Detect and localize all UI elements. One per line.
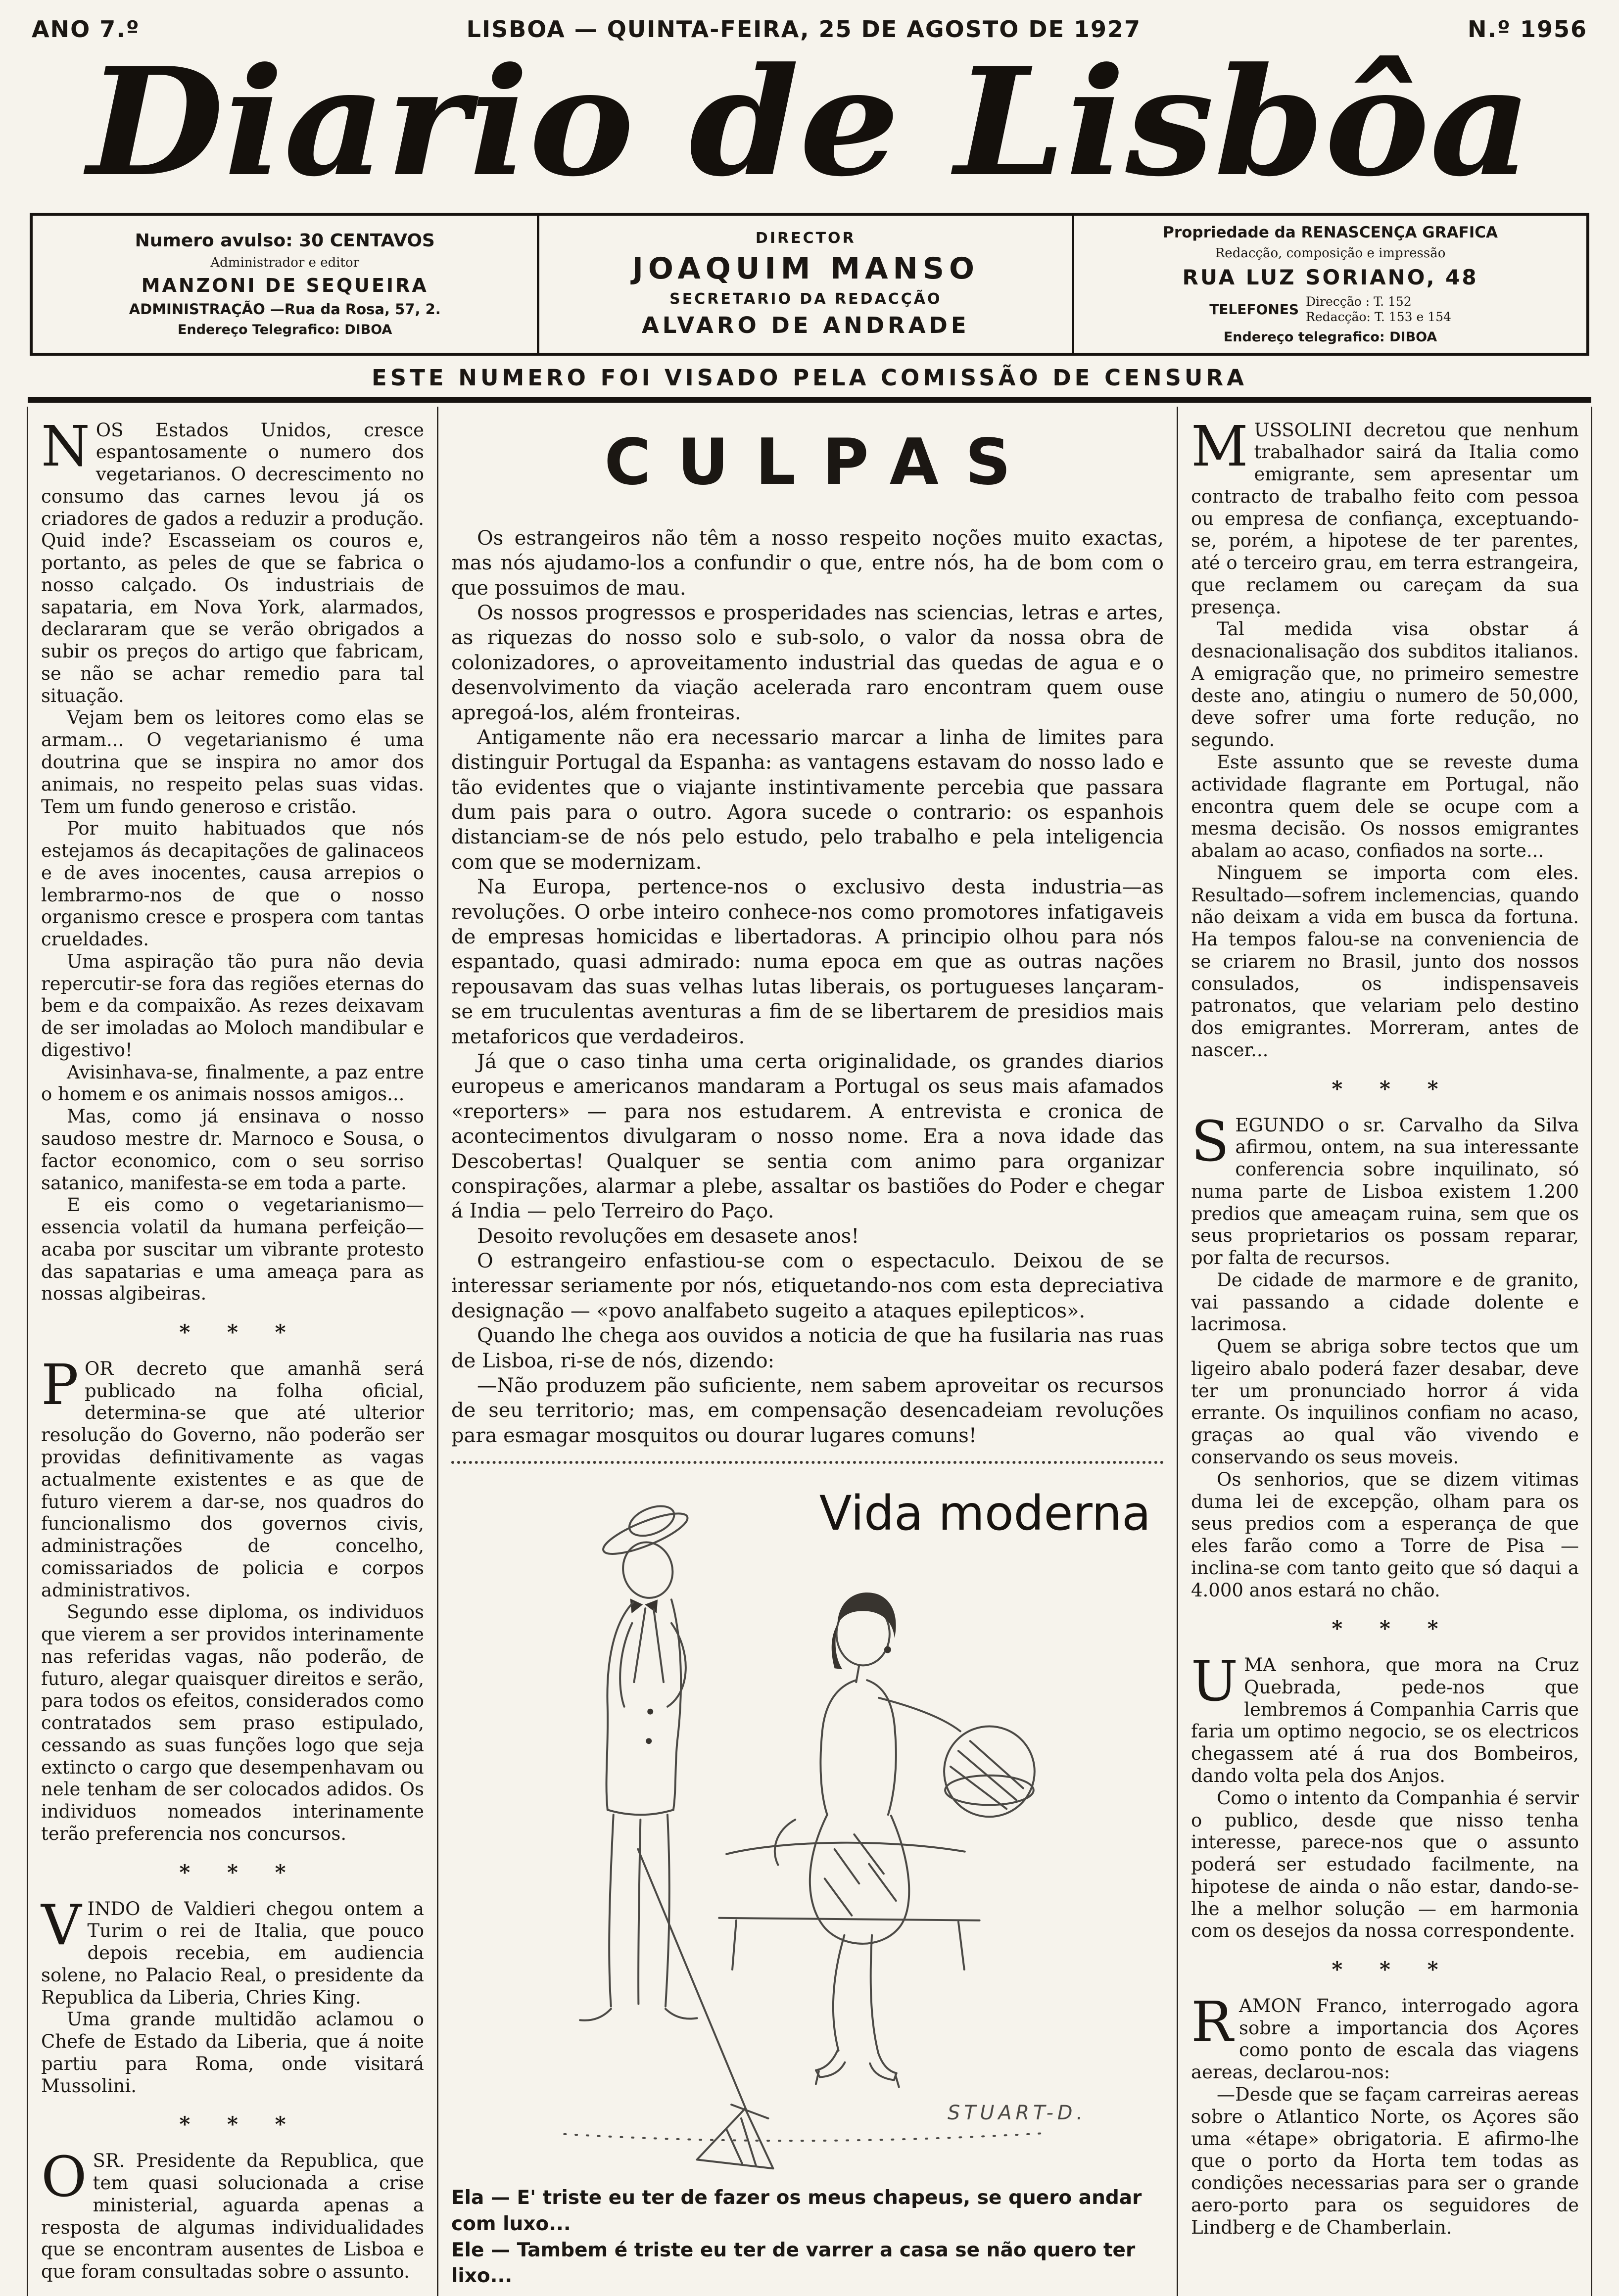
article-paragraph: —Desde que se façam carreiras aereas sobre o Atlantico Norte, os Açores são uma «étape» obrigatoria. E afirmo-lhe que o porto da Horta tem todas as condições necessarias para ser o grande aero-porto para os seguidores de Lindberg e de Chamberlain. bbox=[1191, 2084, 1579, 2238]
article-paragraph: Desoito revoluções em desasete anos! bbox=[477, 1224, 859, 1248]
phones-label: TELEFONES bbox=[1209, 301, 1299, 318]
phone-redacao: Redacção: T. 153 e 154 bbox=[1306, 310, 1451, 325]
property-press: Redacção, composição e impressão bbox=[1215, 246, 1446, 261]
header-rule bbox=[28, 397, 1591, 403]
section-separator: * * * bbox=[179, 1320, 301, 1345]
article-paragraph: Na Europa, pertence-nos o exclusivo desta industria—as revoluções. O orbe inteiro conhece-nos como promotores infatigaveis de empresas homicidas e libertadoras. A principio olhou para nós espantado, quasi admirado: numa epoca em que as outras nações repousavam das suas velhas lutas liberais, os portugueses lançaram-se em truculentas aventuras a fim de se libertarem de presidios mais metaforicos que verdadeiros. bbox=[451, 876, 1164, 1048]
article-paragraph: MUSSOLINI decretou que nenhum trabalhador sairá da Italia como emigrante, sem apresentar um contracto de trabalho feito com pessoa ou empresa de confiança, exceptuando-se, porém, a hipotese de ter parentes, até o terceiro grau, em terra estrangeira, que reclamem ou careçam da sua presença. bbox=[1191, 413, 1579, 618]
article-paragraph: VINDO de Valdieri chegou ontem a Turim o rei de Italia, que pouco depois recebia, em audiencia solene, no Palacio Real, o presidente da Republica da Liberia, Chries King. bbox=[41, 1892, 424, 2008]
right-column bbox=[1178, 407, 1592, 2296]
caption-line-ele: Ele — Tambem é triste eu ter de varrer a casa se não quero ter lixo... bbox=[451, 2239, 1136, 2288]
admin-role: Administrador e editor bbox=[210, 255, 360, 271]
article-paragraph: Os senhorios, que se dizem vitimas duma lei de excepção, olham para os seus predios com a esperança de que eles farão como a Torre de Pisa — inclina-se com tanto geito que só daqui a 4.000 anos estará no chão. bbox=[1191, 1468, 1579, 1601]
section-separator: * * * bbox=[179, 1860, 301, 1884]
article-paragraph: De cidade de marmore e de granito, vai passando a cidade dolente e lacrimosa. bbox=[1191, 1269, 1579, 1335]
illustration-title: Vida moderna bbox=[819, 1486, 1151, 1542]
article-paragraph: Quem se abriga sobre tectos que um ligeiro abalo poderá fazer desabar, deve ter um pronunciado horror á vida errante. Os inquilinos confiam no acaso, graças ao qual vão vivendo e conservando os seus moveis. bbox=[1191, 1336, 1579, 1468]
infobox bbox=[30, 213, 1589, 356]
article-paragraph: POR decreto que amanhã será publicado na folha oficial, determina-se que até ulterior resolução do Governo, não poderão ser providas definitivamente as vagas actualmente existentes e as que de futuro vierem a dar-se, nos quadros do funcionalismo dos governos civis, administrações de concelho, comissariados de policia e corpos administrativos. bbox=[41, 1352, 424, 1601]
article-vegetarianos bbox=[41, 413, 424, 1306]
article-paragraph: Avisinhava-se, finalmente, a paz entre o homem e os animais nossos amigos... bbox=[41, 1061, 424, 1105]
article-rei-italia bbox=[41, 1892, 424, 2098]
infobox-admin bbox=[33, 216, 537, 353]
article-paragraph: Como o intento da Companhia é servir o publico, desde que nisso tenha interesse, parece-nos que o assunto poderá ser estudado facilmente, na hipotese de ainda o não estar, dando-se-lhe a melhor solução — em harmonia com os desejos da nossa correspondente. bbox=[1191, 1787, 1579, 1942]
article-paragraph: NOS Estados Unidos, cresce espantosamente o numero dos vegetarianos. O decrescimento no consumo das carnes levou já os criadores de gados a reduzir a produção. Quid inde? Escasseiam os couros e, portanto, as peles de que se fabrica o nosso calçado. Os industriais de sapataria, em Nova York, alarmados, declararam que se verão obrigados a subir os preços do artigo que fabricam, se não se achar remedio para tal situação. bbox=[41, 413, 424, 706]
price-line: Numero avulso: 30 CENTAVOS bbox=[135, 231, 435, 251]
article-paragraph: Ninguem se importa com eles. Resultado—sofrem inclemencias, quando não deixam a vida em busca da fortuna. Ha tempos falou-se na conveniencia de se criarem no Brasil, junto dos nossos consulados, os indispensaveis patronatos, que velariam pelo destino dos emigrantes. Morreram, antes de nascer... bbox=[1191, 862, 1579, 1061]
property-street: RUA LUZ SORIANO, 48 bbox=[1182, 265, 1478, 289]
phone-numbers bbox=[1306, 294, 1451, 325]
article-paragraph: Mas, como já ensinava o nosso saudoso mestre dr. Marnoco e Sousa, o factor economico, com o seu sorriso satanico, manifesta-se em toda a parte. bbox=[41, 1106, 424, 1194]
front-page-content bbox=[27, 407, 1592, 2296]
article-paragraph: Antigamente não era necessario marcar a linha de limites para distinguir Portugal da Espanha: as vantagens estavam do nosso lado e tão evidentes que o viajante instintivamente percebia que passara dum pais para o outro. Agora sucede o contrario: os espanhois distanciam-se de nós pelo estudo, pelo trabalho e pela inteligencia com que se modernizam. bbox=[451, 726, 1164, 874]
article-paragraph: Os estrangeiros não têm a nosso respeito noções muito exactas, mas nós ajudamo-los a confundir o que, entre nós, ha de bom com o que possuimos de mau. bbox=[451, 526, 1164, 600]
masthead-logo bbox=[62, 45, 1557, 208]
article-paragraph: Segundo esse diploma, os individuos que vierem a ser providos interinamente nas referidas vagas, não poderão, de futuro, alegar quaisquer direitos e serão, para todos os efeitos, considerados como contratados sem praso estipulado, cessando as suas funções logo que seja extincto o cargo que desempenhavam ou nele tenham de ser colocados adidos. Os individuos nomeados interinamente terão preferencia nos concursos. bbox=[41, 1601, 424, 1845]
article-carris bbox=[1191, 1648, 1579, 1942]
illustration-vida-moderna bbox=[451, 1461, 1164, 2290]
secretary-name: ALVARO DE ANDRADE bbox=[641, 312, 970, 339]
section-separator: * * * bbox=[179, 2112, 301, 2137]
article-predios-ruina bbox=[1191, 1108, 1579, 1602]
admin-name: MANZONI DE SEQUEIRA bbox=[141, 275, 429, 297]
center-column bbox=[437, 407, 1178, 2296]
article-paragraph: Já que o caso tinha uma certa originalidade, os grandes diarios europeus e americanos mandaram a Portugal os seus mais afamados «reporters» — para nos estudarem. A entrevista e cronica de acontecimentos divulgaram o nosso nome. Era a nova idade das Descobertas! Qualquer se sentia com animo para organizar conspirações, alarmar a plebe, assaltar os bastiões do Poder e chegar á India — pelo Terreiro do Paço. bbox=[451, 1050, 1164, 1223]
article-paragraph: O estrangeiro enfastiou-se com o espectaculo. Deixou de se interessar seriamente por nós, etiquetando-nos com esta depreciativa designação — «povo analfabeto sugeito a ataques epilepticos». bbox=[451, 1250, 1164, 1322]
article-paragraph: SEGUNDO o sr. Carvalho da Silva afirmou, ontem, na sua interessante conferencia sobre inquilinato, só numa parte de Lisboa existem 1.200 predios que ameaçam ruina, sem que os seus proprietarios os possam reparar, por falta de recursos. bbox=[1191, 1108, 1579, 1269]
article-paragraph: E eis como o vegetarianismo—essencia volatil da humana perfeição—acaba por suscitar um vibrante protesto das sapatarias e uma ameaça para as nossas algibeiras. bbox=[41, 1194, 424, 1305]
phone-direcao: Direcção : T. 152 bbox=[1306, 294, 1412, 309]
director-label: DIRECTOR bbox=[755, 230, 856, 247]
article-paragraph: Uma aspiração tão pura não devia repercutir-se fora das regiões eternas do bem e da compaixão. As rezes deixavam de ser imoladas ao Moloch mandibular e digestivo! bbox=[41, 950, 424, 1061]
article-mussolini-emigracao bbox=[1191, 413, 1579, 1062]
article-paragraph: UMA senhora, que mora na Cruz Quebrada, pede-nos que lembremos á Companhia Carris que faria um optimo negocio, se os electricos chegassem até á rua dos Bombeiros, dando volta pela dos Anjos. bbox=[1191, 1648, 1579, 1786]
edition-number: N.º 1956 bbox=[1468, 16, 1587, 43]
phones-block bbox=[1085, 294, 1575, 325]
left-column bbox=[28, 407, 437, 2296]
article-paragraph: Este assunto que se reveste duma actividade flagrante em Portugal, não encontra quem dele se ocupe com a mesma decisão. Os nossos emigrantes abalam ao acaso, confiados na sorte... bbox=[1191, 751, 1579, 862]
article-culpas bbox=[451, 422, 1164, 1449]
property-telegraph: Endereço telegrafico: DIBOA bbox=[1223, 329, 1437, 345]
cartoon-sketch bbox=[451, 1476, 1164, 2183]
censorship-notice: ESTE NUMERO FOI VISADO PELA COMISSÃO DE CENSURA bbox=[372, 364, 1247, 391]
article-presidente bbox=[41, 2144, 424, 2283]
article-paragraph: Uma grande multidão aclamou o Chefe de Estado da Liberia, que á noite partiu para Roma, onde visitará Mussolini. bbox=[41, 2009, 424, 2097]
article-ramon-franco bbox=[1191, 1989, 1579, 2239]
article-decreto bbox=[41, 1352, 424, 1845]
article-paragraph: RAMON Franco, interrogado agora sobre a importancia dos Açores como ponto de escala das viagens aereas, declarou-nos: bbox=[1191, 1989, 1579, 2083]
section-separator: * * * bbox=[1332, 1076, 1453, 1101]
edition-year: ANO 7.º bbox=[32, 16, 140, 43]
article-paragraph: Tal medida visa obstar á desnacionalisação dos subditos italianos. A emigração que, no primeiro semestre deste ano, atingiu o numero de 50,000, deve sofrer uma forte redução, no segundo. bbox=[1191, 618, 1579, 751]
property-owner: Propriedade da RENASCENÇA GRAFICA bbox=[1163, 224, 1498, 241]
edition-bar bbox=[27, 13, 1592, 43]
headline-culpas: CULPAS bbox=[604, 425, 1038, 499]
infobox-property bbox=[1072, 216, 1586, 353]
masthead bbox=[27, 45, 1592, 210]
secretary-label: SECRETARIO DA REDACÇÃO bbox=[669, 290, 942, 308]
article-paragraph: —Não produzem pão suficiente, nem sabem aproveitar os recursos de seu territorio; mas, em compensação desencadeiam revoluções para esmagar mosquitos ou dourar lugares comuns! bbox=[451, 1374, 1164, 1447]
edition-dateline: LISBOA — QUINTA-FEIRA, 25 DE AGOSTO DE 1927 bbox=[466, 16, 1142, 43]
article-paragraph: Vejam bem os leitores como elas se armam... O vegetarianismo é uma doutrina que se inspira no amor dos animais, no respeito pelas suas vidas. Tem um fundo generoso e cristão. bbox=[41, 707, 424, 817]
infobox-direction bbox=[537, 216, 1072, 353]
article-paragraph: Por muito habituados que nós estejamos ás decapitações de galinaceos e de aves inocentes, causa arrepios o lembrarmo-nos de que o nosso organismo cresce e prospera com tantas crueldades. bbox=[41, 818, 424, 950]
artist-signature: STUART-D. bbox=[948, 2102, 1087, 2125]
section-separator: * * * bbox=[1332, 1957, 1453, 1982]
article-paragraph: OSR. Presidente da Republica, que tem quasi solucionada a crise ministerial, aguarda apenas a resposta de algumas individualidades que se encontram ausentes de Lisboa e que foram consultadas sobre o assunto. bbox=[41, 2144, 424, 2283]
section-separator: * * * bbox=[1332, 1616, 1453, 1641]
admin-address: ADMINISTRAÇÃO —Rua da Rosa, 57, 2. bbox=[129, 301, 441, 318]
admin-telegraph: Endereço Telegrafico: DIBOA bbox=[178, 322, 392, 338]
article-paragraph: Os nossos progressos e prosperidades nas sciencias, letras e artes, as riquezas do nosso solo e sub-solo, o valor da nossa obra de colonizadores, o aproveitamento industrial das quedas de agua e o desenvolvimento da viação acelerada raro encontram quem ouse apregoá-los, além fronteiras. bbox=[451, 601, 1164, 724]
caption-line-ela: Ela — E' triste eu ter de fazer os meus chapeus, se quero andar com luxo... bbox=[451, 2187, 1142, 2235]
director-name: JOAQUIM MANSO bbox=[632, 251, 979, 286]
illustration-caption bbox=[451, 2185, 1164, 2290]
article-paragraph: Quando lhe chega aos ouvidos a noticia de que ha fusilaria nas ruas de Lisboa, ri-se de nós, dizendo: bbox=[451, 1324, 1164, 1372]
masthead-title: Diario de Lisbôa bbox=[82, 45, 1532, 208]
